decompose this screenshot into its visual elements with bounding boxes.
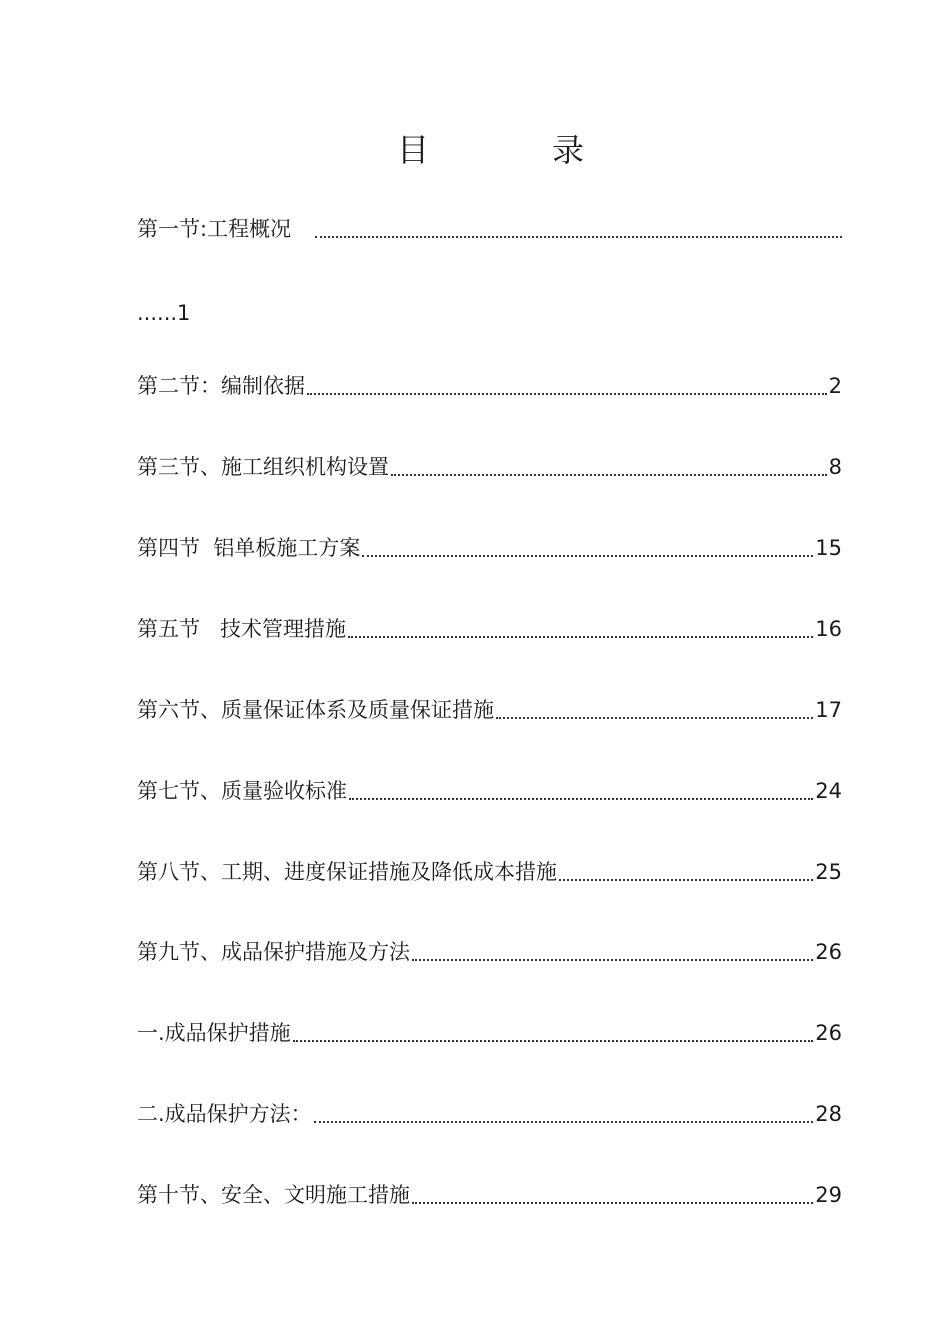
toc-entry-page-number: ......1	[137, 301, 191, 325]
toc-entry-label: 第七节、质量验收标准	[137, 779, 347, 803]
toc-dot-leader	[349, 776, 813, 806]
toc-entry-section-5[interactable]	[137, 614, 842, 644]
toc-entry-label: 第六节、质量保证体系及质量保证措施	[137, 698, 494, 722]
toc-dot-leader	[315, 214, 842, 244]
toc-entry-page-number: 2	[828, 374, 842, 398]
toc-entry-section-4[interactable]	[137, 533, 842, 563]
toc-entry-page-number: 26	[815, 1021, 842, 1045]
toc-dot-leader	[559, 857, 813, 887]
toc-entry-subsection-2[interactable]	[137, 1099, 842, 1129]
toc-entry-label: 一.成品保护措施	[137, 1021, 291, 1045]
toc-entry-page-number: 28	[815, 1102, 842, 1126]
toc-entry-page-number: 24	[815, 779, 842, 803]
toc-entry-label: 第二节：编制依据	[137, 374, 305, 398]
toc-entry-label: 第十节、安全、文明施工措施	[137, 1183, 410, 1207]
toc-entry-label: 第三节、施工组织机构设置	[137, 455, 389, 479]
toc-entry-label: 第一节:工程概况	[137, 217, 292, 241]
toc-entry-label: 第九节、成品保护措施及方法	[137, 940, 410, 964]
toc-entry-page-number: 15	[815, 536, 842, 560]
toc-entry-page-number: 16	[815, 617, 842, 641]
toc-entry-page-number: 8	[828, 455, 842, 479]
toc-dot-leader	[314, 1099, 814, 1129]
toc-dot-leader	[307, 371, 827, 401]
toc-entry-page-number: 29	[815, 1183, 842, 1207]
toc-title-char-2: 录	[552, 131, 585, 169]
toc-entry-page-number: 26	[815, 940, 842, 964]
toc-entry-section-2[interactable]	[137, 371, 842, 401]
toc-entry-section-9[interactable]	[137, 937, 842, 967]
toc-entry-section-6[interactable]	[137, 695, 842, 725]
toc-entry-label: 第四节 铝单板施工方案	[137, 536, 361, 560]
toc-dot-leader	[293, 1018, 814, 1048]
toc-title-char-1: 目	[397, 131, 430, 169]
toc-dot-leader	[412, 937, 813, 967]
toc-entry-page-number: 25	[815, 860, 842, 884]
toc-entry-section-7[interactable]	[137, 776, 842, 806]
toc-entry-subsection-1[interactable]	[137, 1018, 842, 1048]
toc-entry-label: 第八节、工期、进度保证措施及降低成本措施	[137, 860, 557, 884]
toc-entry-section-10[interactable]	[137, 1180, 842, 1210]
toc-entry-section-1[interactable]	[137, 214, 842, 244]
toc-dot-leader	[412, 1180, 813, 1210]
toc-dot-leader	[348, 614, 813, 644]
toc-entry-section-3[interactable]	[137, 452, 842, 482]
toc-dot-leader	[391, 452, 827, 482]
toc-entry-section-8[interactable]	[137, 857, 842, 887]
toc-entry-page-number: 17	[815, 698, 842, 722]
toc-dot-leader	[496, 695, 813, 725]
toc-title	[0, 128, 950, 172]
toc-dot-leader	[362, 533, 813, 563]
toc-entry-label: 第五节 技术管理措施	[137, 617, 347, 641]
toc-entry-label: 二.成品保护方法：	[137, 1102, 312, 1126]
